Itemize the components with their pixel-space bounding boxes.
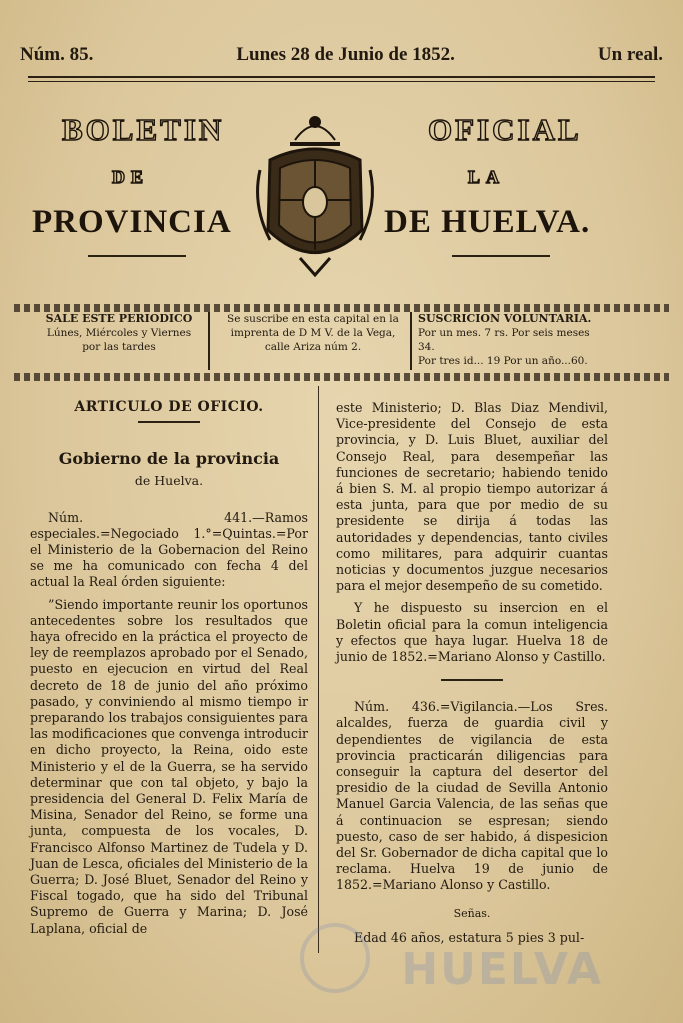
prices-line-2: Por tres id... 19 Por un año...60. (418, 355, 588, 367)
schedule-days: Lúnes, Miércoles y Viernes (46, 327, 192, 339)
schedule-time: por las tardes (82, 341, 156, 353)
masthead-boletin: BOLETIN (62, 112, 225, 147)
section-rule (138, 421, 200, 423)
masthead-la: LA (468, 167, 506, 187)
royal-coat-of-arms-icon (250, 110, 380, 280)
masthead-oficial: OFICIAL (428, 112, 582, 147)
continued-paragraph: este Ministerio; D. Blas Diaz Mendivil, Vice-presidente del Consejo de esta provincia, y D. Luis Bluet, auxiliar del Consejo Real, para desempeñar las funciones de secretario; habiendo tenido á bien S. M. al propio tiempo autorizar á esta junta, para que por medio de su presidente se dirija á todas las autoridades y dependencias, tanto civiles como militares, para adquirir cuantas noticias y documentos juzgue necesarios para el mejor desempeño de su cometido. (336, 400, 608, 594)
vigilance-notice: Núm. 436.=Vigilancia.—Los Sres. alcaldes, fuerza de guardia civil y dependientes de vigilancia de esta provincia practicarán diligencias para conseguir la captura del desertor del presidio de la ciudad de Sevilla Antonio Manuel Garcia Valencia, de las señas que á continuacion se espresan; siendo puesto, caso de ser habido, á dispesicion del Sr. Gobernador de dicha capital que lo reclama. Huelva 19 de junio de 1852.=Mariano Alonso y Castillo. (336, 699, 608, 893)
prices-title: SUSCRICION VOLUNTARIA. (418, 312, 592, 325)
archive-logo-icon (300, 923, 370, 993)
item-rule (441, 679, 503, 681)
article-paragraph-2: ”Siendo importante reunir los oportunos antecedentes sobre los resultados que haya ofrecido en la práctica el proyecto de ley de reemplazos aprobado por el Senado, puesto en ejecucion en virtud del Real decreto de 18 de junio del año próximo pasado, y conviniendo al mismo tiempo ir preparando los trabajos consiguientes para las modificaciones que convenga introducir en dicho proyecto, la Reina, oido este Ministerio y el de la Guerra, se ha servido determinar que con tal objeto, y bajo la presidencia del General D. Felix María de Misina, Senador del Reino, se forme una junta, compuesta de los vocales, D. Francisco Alfonso Martinez de Tudela y D. Juan de Lesca, oficiales del Ministerio de la Guerra; D. José Bluet, Senador del Reino y Fiscal togado, que ha sido del Tribunal Supremo de Guerra y Marina; D. José Laplana, oficial de (30, 596, 308, 936)
masthead-de-huelva: DE HUELVA. (384, 204, 591, 240)
mast-flourish-left (88, 255, 186, 257)
header-rule-thin (28, 81, 655, 82)
prices-line-1: Por un mes. 7 rs. Por seis meses 34. (418, 327, 590, 353)
masthead-de: DE (112, 167, 150, 187)
insertion-paragraph: Y he dispuesto su insercion en el Boletin oficial para la comun inteligencia y efectos que haya lugar. Huelva 18 de junio de 1852.=Mariano Alonso y Castillo. (336, 600, 608, 665)
mast-flourish-right (452, 255, 550, 257)
header-rule (28, 76, 655, 78)
schedule-title: SALE ESTE PERIODICO (45, 312, 193, 325)
address-line-2: imprenta de D M V. de la Vega, (230, 327, 396, 339)
subscription-prices (418, 312, 600, 370)
description-text: Edad 46 años, estatura 5 pies 3 pul- (354, 929, 585, 945)
address-line-3: calle Ariza núm 2. (264, 341, 362, 353)
masthead-provincia: PROVINCIA (32, 204, 232, 240)
left-column (30, 385, 308, 983)
issue-header (20, 44, 663, 66)
archive-watermark: HUELVA (401, 944, 603, 995)
border-ornament-top (14, 304, 669, 312)
article-subheading: de Huelva. (134, 473, 204, 489)
article-paragraph-1: Núm. 441.—Ramos especiales.=Negociado 1.°=Quintas.=Por el Ministerio de la Gobernacion del Reino se me ha comunicado con fecha 4 del actual la Real órden siguiente: (30, 509, 308, 590)
right-column (336, 400, 608, 983)
issue-price: Un real. (597, 44, 663, 65)
subscription-address (216, 312, 412, 370)
publication-schedule (30, 312, 210, 370)
description-heading: Señas. (453, 906, 491, 920)
issue-number: Núm. 85. (20, 44, 94, 65)
column-divider (318, 386, 319, 953)
section-title: ARTICULO DE OFICIO. (74, 399, 264, 415)
issue-date: Lunes 28 de Junio de 1852. (236, 44, 455, 65)
border-ornament-bottom (14, 373, 669, 381)
address-line-1: Se suscribe en esta capital en la (227, 313, 399, 325)
article-heading: Gobierno de la provincia (58, 449, 280, 469)
